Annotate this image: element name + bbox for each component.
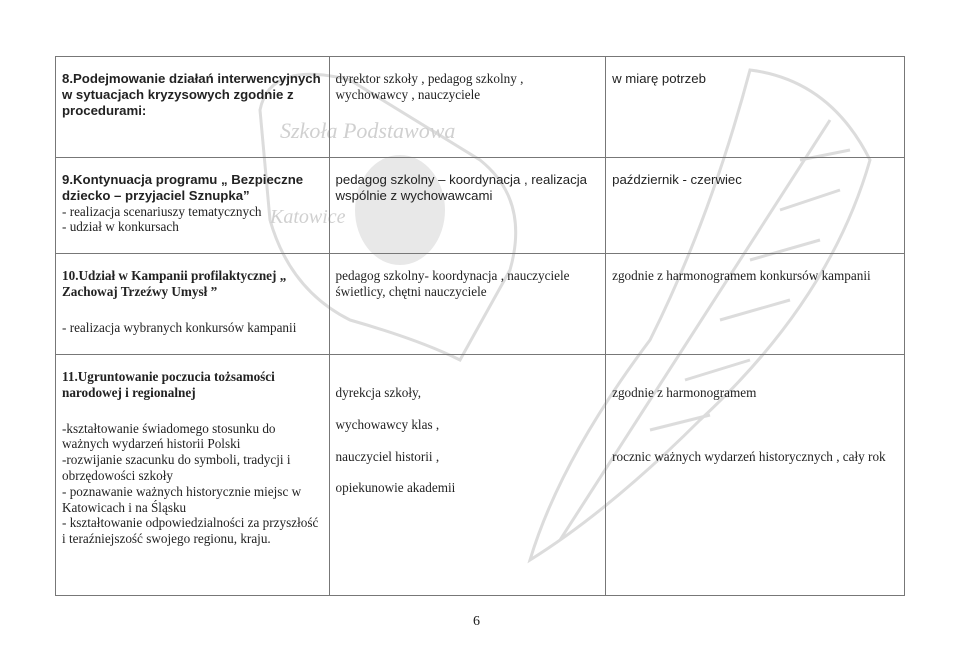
activity-line: - realizacja wybranych konkursów kampanii <box>62 319 297 335</box>
activity-title: 9.Kontynuacja programu „ Bezpieczne dziecko – przyjaciel Sznupka” <box>62 172 304 203</box>
deadline-text: zgodnie z harmonogramem konkursów kampanii <box>612 268 871 283</box>
responsible-text: wychowawcy klas , <box>335 416 440 432</box>
responsible-text: dyrekcja szkoły, <box>335 385 422 400</box>
page-number: 6 <box>473 614 480 629</box>
deadline-cell <box>606 158 905 254</box>
activity-cell <box>56 355 330 596</box>
table-row <box>56 355 905 596</box>
deadline-cell <box>606 57 905 158</box>
responsible-text: opiekunowie akademii <box>335 480 456 496</box>
responsible-cell <box>329 254 606 355</box>
responsible-text: pedagog szkolny – koordynacja , realizacja wspólnie z wychowawcami <box>335 172 587 203</box>
table-row <box>56 57 905 158</box>
deadline-cell <box>606 254 905 355</box>
plan-table <box>55 56 905 596</box>
watermark-text-school: Szkoła Podstawowa <box>280 118 456 143</box>
activity-title: 11.Ugruntowanie poczucia tożsamości narodowej i regionalnej <box>62 369 275 400</box>
responsible-text: dyrektor szkoły , pedagog szkolny , wychowawcy , nauczyciele <box>335 71 524 102</box>
activity-cell <box>56 57 330 158</box>
activity-line: - realizacja scenariuszy tematycznych <box>62 203 262 219</box>
responsible-text: nauczyciel historii , <box>335 448 440 464</box>
activity-line: - udział w konkursach <box>62 219 179 235</box>
table-row <box>56 158 905 254</box>
deadline-text: październik - czerwiec <box>612 172 742 187</box>
deadline-text: zgodnie z harmonogramem <box>612 385 757 400</box>
responsible-text: pedagog szkolny- koordynacja , nauczyciele świetlicy, chętni nauczyciele <box>335 268 570 299</box>
activity-line: -rozwijanie szacunku do symboli, tradycji i obrzędowości szkoły <box>62 452 291 483</box>
activity-cell <box>56 158 330 254</box>
deadline-text: w miarę potrzeb <box>612 71 706 86</box>
activity-cell <box>56 254 330 355</box>
responsible-cell <box>329 158 606 254</box>
table-row <box>56 254 905 355</box>
activity-line: - poznawanie ważnych historycznie miejsc w Katowicach i na Śląsku <box>62 483 302 515</box>
deadline-text: rocznic ważnych wydarzeń historycznych , cały rok <box>612 448 886 464</box>
responsible-cell <box>329 57 606 158</box>
activity-line: - kształtowanie odpowiedzialności za przyszłość i teraźniejszość swojego regionu, kraju. <box>62 515 319 547</box>
watermark-text-city: Katowice <box>270 206 346 228</box>
activity-title: 8.Podejmowanie działań interwencyjnych w sytuacjach kryzysowych zgodnie z procedurami: <box>62 71 321 118</box>
activity-line: -kształtowanie świadomego stosunku do ważnych wydarzeń historii Polski <box>62 420 276 452</box>
deadline-cell <box>606 355 905 596</box>
responsible-cell <box>329 355 606 596</box>
activity-title: 10.Udział w Kampanii profilaktycznej „ Zachowaj Trzeźwy Umysł ” <box>62 268 287 299</box>
